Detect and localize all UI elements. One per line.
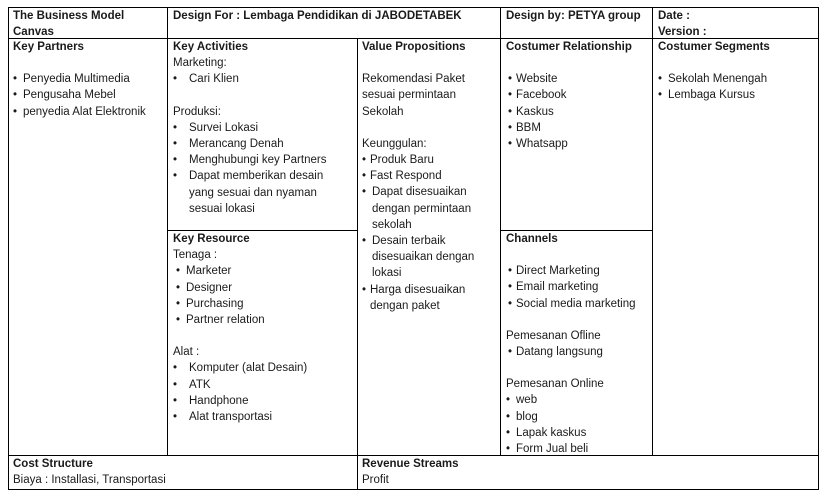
- offline-label: Pemesanan Ofline: [506, 329, 601, 342]
- list-item: • Partner relation: [173, 312, 355, 328]
- bullet-icon: •: [506, 443, 511, 456]
- bullet-icon: •: [176, 281, 181, 294]
- bullet-icon: •: [173, 378, 178, 391]
- value-intro: Rekomendasi Paket sesuai permintaan Sekolah: [362, 73, 465, 118]
- customer-segments-title: Costumer Segments: [658, 41, 770, 53]
- list-item: • Datang langsung: [506, 344, 650, 360]
- bullet-icon: •: [173, 154, 178, 167]
- bullet-icon: •: [173, 362, 178, 375]
- list-item: • ATK: [173, 377, 355, 393]
- value-propositions-cell: [362, 39, 498, 314]
- list-item: • Alat transportasi: [173, 409, 355, 425]
- bullet-icon: •: [173, 138, 178, 151]
- list-item: • Dapat memberikan desain yang sesuai dan nyaman sesuai lokasi: [173, 168, 355, 217]
- customer-segments-cell: [658, 39, 816, 104]
- bullet-icon: •: [173, 73, 178, 86]
- list-item: • Whatsapp: [506, 136, 650, 152]
- design-by-cell: [506, 8, 650, 24]
- list-item: • Marketer: [173, 263, 355, 279]
- list-item: • Menghubungi key Partners: [173, 152, 355, 168]
- bullet-icon: •: [508, 89, 513, 102]
- list-item: • Dapat disesuaikan dengan permintaan sekolah: [362, 184, 498, 233]
- list-item: • Form Jual beli: [506, 441, 650, 457]
- revenue-streams-cell: [362, 456, 812, 488]
- bullet-icon: •: [508, 297, 513, 310]
- list-item: • blog: [506, 409, 650, 425]
- bullet-icon: •: [362, 283, 367, 296]
- bullet-icon: •: [176, 314, 181, 327]
- bullet-icon: •: [506, 426, 511, 439]
- list-item: • Purchasing: [173, 296, 355, 312]
- border-col3: [500, 7, 501, 456]
- key-resource-cell: [173, 231, 355, 425]
- bullet-icon: •: [13, 73, 18, 86]
- list-item: • Fast Respond: [362, 168, 498, 184]
- cost-structure-cell: [13, 456, 353, 488]
- list-item: • Survei Lokasi: [173, 120, 355, 136]
- list-item: • Pengusaha Mebel: [13, 87, 165, 103]
- bullet-icon: •: [506, 394, 511, 407]
- bullet-icon: •: [362, 235, 367, 248]
- bullet-icon: •: [508, 265, 513, 278]
- list-item: • BBM: [506, 120, 650, 136]
- list-item: • Penyedia Multimedia: [13, 71, 165, 87]
- list-item: • Harga disesuaikan dengan paket: [362, 282, 498, 314]
- border-bottom: [8, 489, 819, 490]
- key-partners-cell: [13, 39, 165, 120]
- channels-cell: [506, 231, 650, 457]
- list-item: • web: [506, 392, 650, 408]
- tenaga-label: Tenaga :: [173, 249, 218, 262]
- cost-structure-title: Cost Structure: [13, 458, 93, 470]
- key-resource-title: Key Resource: [173, 233, 250, 245]
- list-item: • Direct Marketing: [506, 263, 650, 279]
- list-item: • Handphone: [173, 393, 355, 409]
- version-label: Version :: [658, 26, 707, 39]
- list-item: • Social media marketing: [506, 296, 650, 312]
- bullet-icon: •: [13, 89, 18, 102]
- list-item: • Email marketing: [506, 279, 650, 295]
- bullet-icon: •: [658, 73, 663, 86]
- list-item: • Komputer (alat Desain): [173, 360, 355, 376]
- bullet-icon: •: [362, 186, 367, 199]
- bullet-icon: •: [508, 105, 513, 118]
- border-col1: [167, 7, 168, 456]
- bullet-icon: •: [658, 89, 663, 102]
- bullet-icon: •: [508, 346, 513, 359]
- bullet-icon: •: [176, 297, 181, 310]
- bullet-icon: •: [173, 121, 178, 134]
- online-label: Pemesanan Online: [506, 378, 604, 391]
- list-item: • Desain terbaik disesuaikan dengan lokasi: [362, 233, 498, 282]
- keunggulan-label: Keunggulan:: [362, 137, 427, 150]
- list-item: • Sekolah Menengah: [658, 71, 816, 87]
- bullet-icon: •: [362, 154, 367, 167]
- date-label: Date :: [658, 10, 690, 22]
- marketing-label: Marketing:: [173, 57, 227, 70]
- key-activities-title: Key Activities: [173, 41, 248, 53]
- design-for-cell: [173, 8, 498, 24]
- list-item: • Produk Baru: [362, 152, 498, 168]
- list-item: • Lapak kaskus: [506, 425, 650, 441]
- bullet-icon: •: [508, 281, 513, 294]
- date-version-cell: [658, 8, 816, 40]
- produksi-label: Produksi:: [173, 105, 221, 118]
- bullet-icon: •: [176, 265, 181, 278]
- bullet-icon: •: [508, 121, 513, 134]
- design-by: Design by: PETYA group: [506, 10, 641, 22]
- list-item: • Kaskus: [506, 104, 650, 120]
- bullet-icon: •: [508, 73, 513, 86]
- bullet-icon: •: [506, 410, 511, 423]
- list-item: • Cari Klien: [173, 71, 355, 87]
- bullet-icon: •: [508, 138, 513, 151]
- list-item: • penyedia Alat Elektronik: [13, 104, 165, 120]
- list-item: • Designer: [173, 280, 355, 296]
- list-item: • Website: [506, 71, 650, 87]
- border-col2: [357, 38, 358, 490]
- key-partners-title: Key Partners: [13, 41, 84, 53]
- bullet-icon: •: [13, 105, 18, 118]
- canvas-title: The Business Model Canvas: [13, 10, 125, 39]
- value-propositions-title: Value Propositions: [362, 41, 466, 53]
- list-item: • Lembaga Kursus: [658, 87, 816, 103]
- key-activities-cell: [173, 39, 355, 217]
- bullet-icon: •: [362, 170, 367, 183]
- bullet-icon: •: [173, 394, 178, 407]
- design-for: Design For : Lembaga Pendidikan di JABODETABEK: [173, 10, 462, 22]
- border-left: [8, 7, 9, 490]
- customer-relationship-title: Costumer Relationship: [506, 41, 632, 53]
- border-right: [818, 7, 819, 490]
- revenue-streams-title: Revenue Streams: [362, 458, 459, 470]
- cost-structure-text: Biaya : Installasi, Transportasi: [13, 474, 166, 487]
- bullet-icon: •: [173, 170, 178, 183]
- border-col4: [652, 7, 653, 456]
- bullet-icon: •: [173, 411, 178, 424]
- canvas-title-cell: [13, 8, 165, 40]
- revenue-streams-text: Profit: [362, 474, 389, 487]
- channels-title: Channels: [506, 233, 558, 245]
- customer-relationship-cell: [506, 39, 650, 152]
- alat-label: Alat :: [173, 346, 200, 359]
- list-item: • Merancang Denah: [173, 136, 355, 152]
- list-item: • Facebook: [506, 87, 650, 103]
